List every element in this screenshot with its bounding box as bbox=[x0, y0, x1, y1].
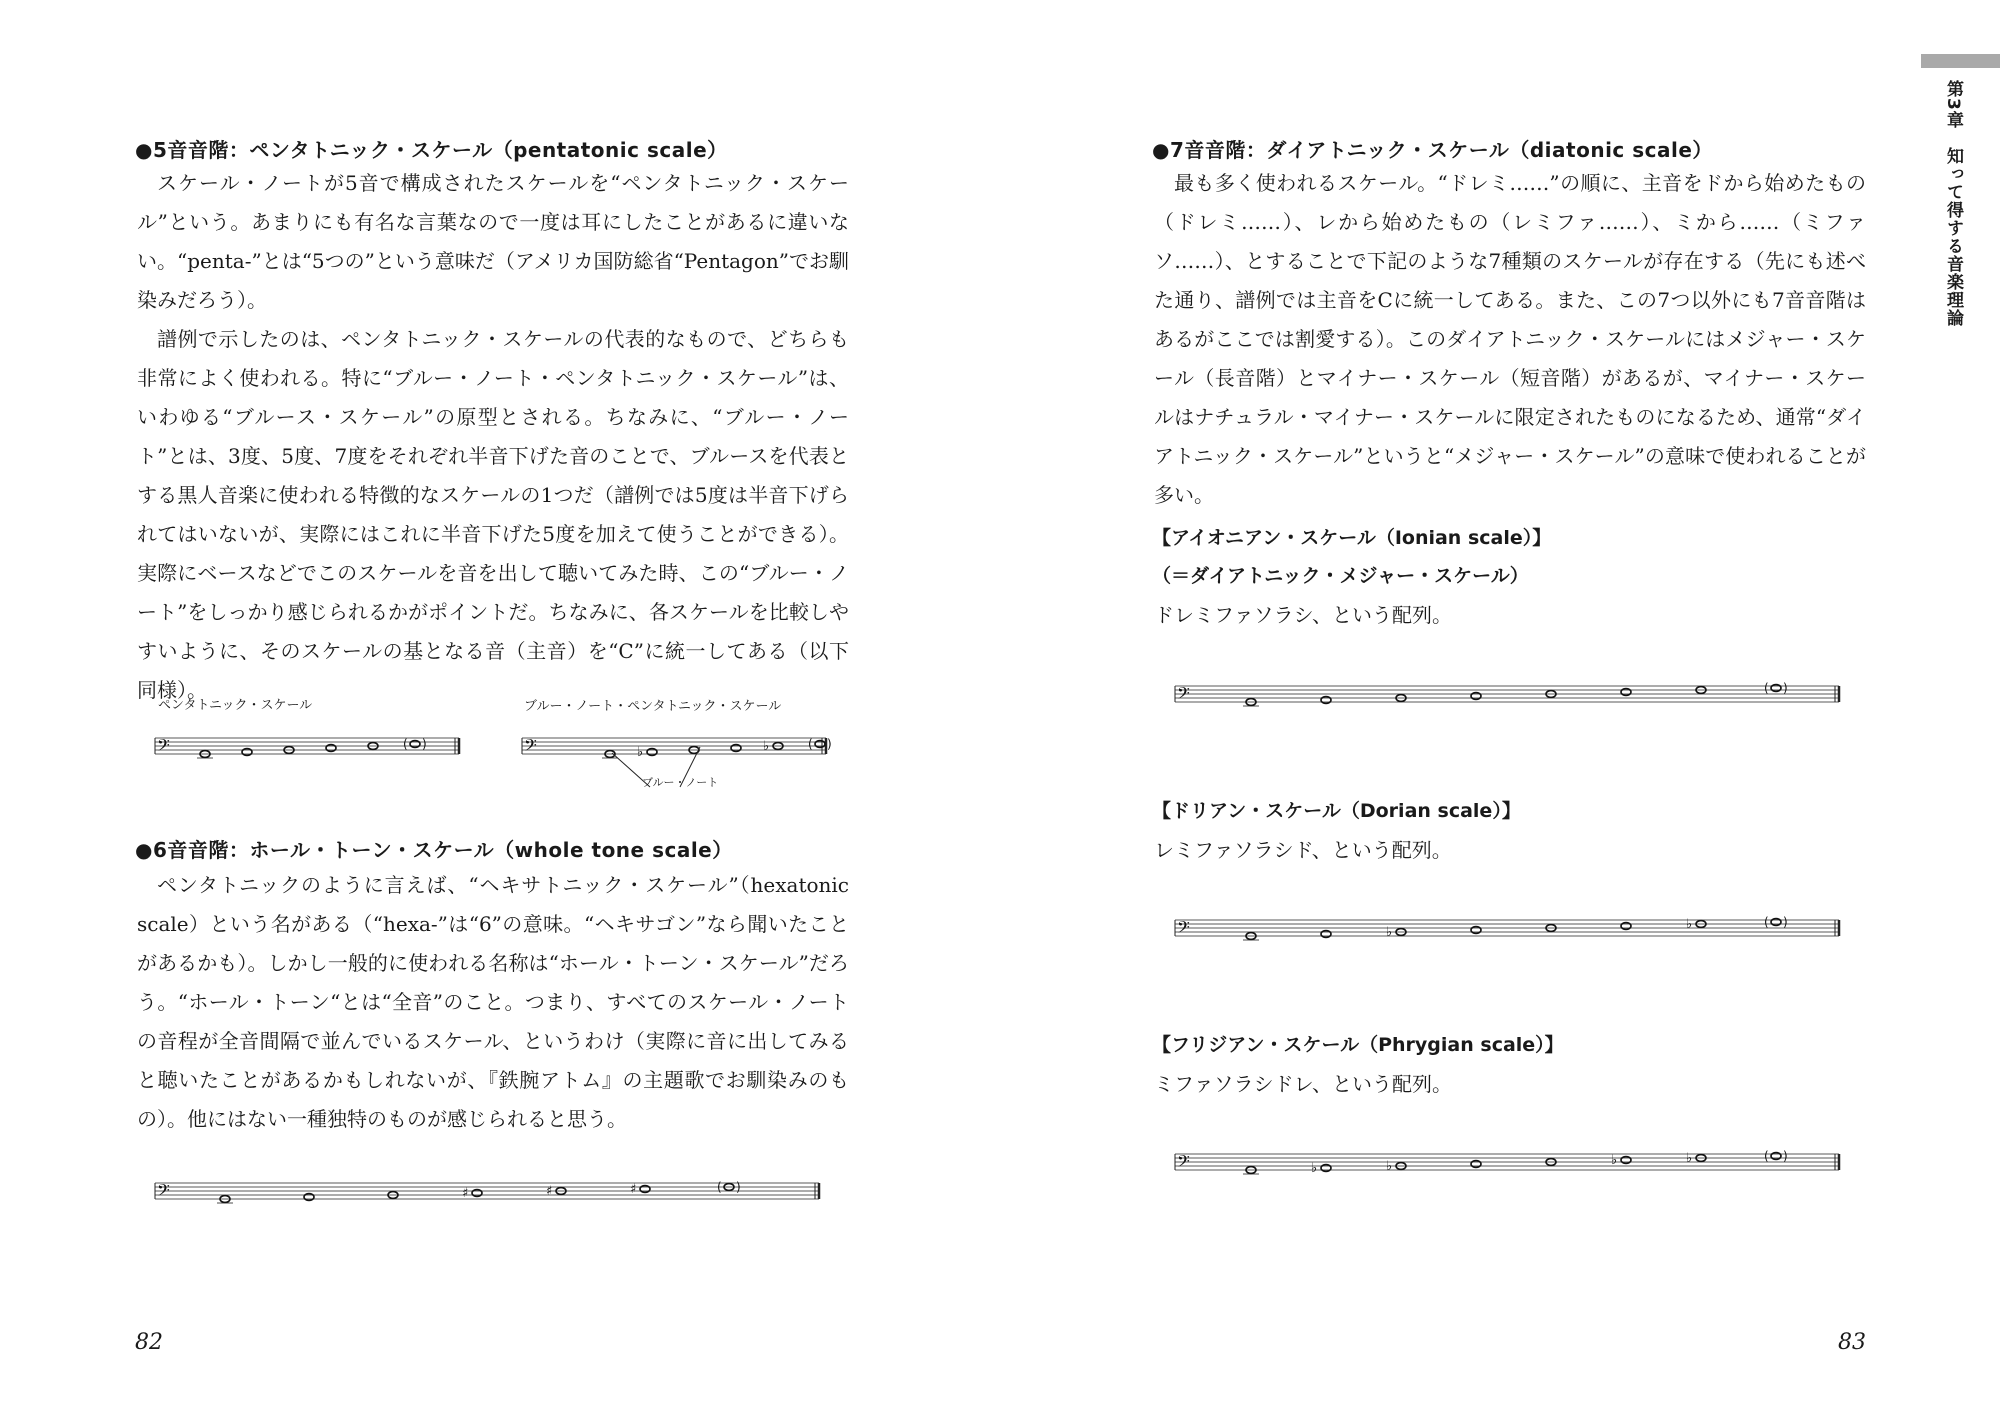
bass-clef-icon: 𝄢 bbox=[1177, 1151, 1190, 1175]
paren-open-icon: ( bbox=[1764, 1149, 1769, 1163]
bass-clef-icon: 𝄢 bbox=[1177, 683, 1190, 707]
page-number-left: 82 bbox=[135, 1330, 163, 1355]
pentatonic-heading: ●5音音階：ペンタトニック・スケール（pentatonic scale） bbox=[135, 138, 728, 162]
flat-icon: ♭ bbox=[1386, 925, 1393, 940]
pentatonic-paragraph-2: 譜例で示したのは、ペンタトニック・スケールの代表的なもので、どちらも非常によく使われる。特に“ブルー・ノート・ペンタトニック・スケール”は、いわゆる“ブルース・スケール”の原型とされる。ちなみに、“ブルー・ノート”とは、3度、5度、7度をそれぞれ半音下げた音のことで、ブルースを代表とする黒人音楽に使われる特徴的なスケールの1つだ（譜例では5度は半音下げられてはいないが、実際にはこれに半音下げた5度を加えて使うことができる）。実際にベースなどでこのスケールを音を出して聴いてみた時、この“ブルー・ノート”をしっかり感じられるかがポイントだ。ちなみに、各スケールを比較しやすいように、そのスケールの基となる音（主音）を“C”に統一してある（以下同様）。 bbox=[137, 327, 849, 702]
paren-open-icon: ( bbox=[1764, 681, 1769, 695]
paren-close-icon: ) bbox=[1783, 681, 1788, 695]
paren-close-icon: ) bbox=[736, 1180, 741, 1194]
sharp-icon: ♯ bbox=[462, 1186, 469, 1201]
bass-clef-icon: 𝄢 bbox=[524, 735, 537, 759]
ionian-description: ドレミファソラシ、という配列。 bbox=[1154, 603, 1452, 627]
paren-open-icon: ( bbox=[403, 737, 408, 751]
flat-icon: ♭ bbox=[1311, 1161, 1318, 1176]
blue-note-staff-label: ブルー・ノート・ペンタトニック・スケール bbox=[524, 699, 782, 714]
paren-open-icon: ( bbox=[808, 737, 813, 751]
wholetone-paragraph: ペンタトニックのように言えば、“ヘキサトニック・スケール”（hexatonic scale）という名がある（“hexa-”は“6”の意味。“ヘキサゴン”なら聞いたことがあるかも）。しかし一般的に使われる名称は“ホール・トーン・スケール”だろう。“ホール・トーン“とは“全音”のこと。つまり、すべてのスケール・ノートの音程が全音間隔で並んでいるスケール、というわけ（実際に音に出してみると聴いたことがあるかもしれないが、『鉄腕アトム』の主題歌でお馴染みのもの）。他にはない一種独特のものが感じられると思う。 bbox=[137, 873, 849, 1131]
flat-icon: ♭ bbox=[1386, 1159, 1393, 1174]
dorian-staff bbox=[1175, 914, 1845, 954]
ionian-staff bbox=[1175, 680, 1845, 720]
paren-open-icon: ( bbox=[717, 1180, 722, 1194]
ionian-subtitle: （＝ダイアトニック・メジャー・スケール） bbox=[1152, 565, 1529, 587]
diatonic-paragraph: 最も多く使われるスケール。“ドレミ……”の順に、主音をドから始めたもの（ドレミ……）、レから始めたもの（レミファ……）、ミから……（ミファソ……）、とすることで下記のような7種類のスケールが存在する（先にも述べた通り、譜例では主音をCに統一してある。また、この7つ以外にも7音音階はあるがここでは割愛する）。このダイアトニック・スケールにはメジャー・スケール（長音階）とマイナー・スケール（短音階）があるが、マイナー・スケールはナチュラル・マイナー・スケールに限定されたものになるため、通常“ダイアトニック・スケール”というと“メジャー・スケール”の意味で使われることが多い。 bbox=[1154, 171, 1866, 507]
phrygian-description: ミファソラシドレ、という配列。 bbox=[1154, 1072, 1452, 1096]
flat-icon: ♭ bbox=[1686, 917, 1693, 932]
chapter-tab-bar bbox=[1921, 54, 2000, 68]
flat-icon: ♭ bbox=[1611, 1153, 1618, 1168]
pentatonic-paragraph-1: スケール・ノートが5音で構成されたスケールを“ペンタトニック・スケール”という。あまりにも有名な言葉なので一度は耳にしたことがあるに違いない。“penta-”とは“5つの”という意味だ（アメリカ国防総省“Pentagon”でお馴染みだろう）。 bbox=[137, 171, 849, 312]
flat-icon: ♭ bbox=[763, 739, 770, 754]
bass-clef-icon: 𝄢 bbox=[1177, 917, 1190, 941]
paren-close-icon: ) bbox=[827, 737, 832, 751]
flat-icon: ♭ bbox=[1686, 1151, 1693, 1166]
sharp-icon: ♯ bbox=[630, 1182, 637, 1197]
page-number-right: 83 bbox=[1838, 1330, 1866, 1355]
phrygian-title: 【フリジアン・スケール（Phrygian scale）】 bbox=[1152, 1034, 1564, 1056]
whole-tone-staff bbox=[155, 1177, 825, 1217]
phrygian-staff bbox=[1175, 1148, 1845, 1188]
paren-close-icon: ) bbox=[1783, 915, 1788, 929]
dorian-description: レミファソラシド、という配列。 bbox=[1154, 838, 1452, 862]
chapter-tab-label: 第3章 知って得する音楽理論 bbox=[1943, 80, 1963, 327]
paren-close-icon: ) bbox=[1783, 1149, 1788, 1163]
wholetone-heading: ●6音音階：ホール・トーン・スケール（whole tone scale） bbox=[135, 838, 733, 862]
flat-icon: ♭ bbox=[637, 745, 644, 760]
sharp-icon: ♯ bbox=[546, 1184, 553, 1199]
blue-note-label: ブルー・ノート bbox=[642, 776, 719, 789]
bass-clef-icon: 𝄢 bbox=[157, 1180, 170, 1204]
ionian-title: 【アイオニアン・スケール（Ionian scale）】 bbox=[1152, 527, 1552, 549]
paren-open-icon: ( bbox=[1764, 915, 1769, 929]
diatonic-heading: ●7音音階：ダイアトニック・スケール（diatonic scale） bbox=[1152, 138, 1713, 162]
bass-clef-icon: 𝄢 bbox=[157, 735, 170, 759]
paren-close-icon: ) bbox=[422, 737, 427, 751]
pentatonic-staff-label: ペンタトニック・スケール bbox=[158, 698, 313, 713]
dorian-title: 【ドリアン・スケール（Dorian scale）】 bbox=[1152, 800, 1521, 822]
pentatonic-staff bbox=[155, 732, 465, 772]
right-page bbox=[1000, 0, 2000, 1421]
